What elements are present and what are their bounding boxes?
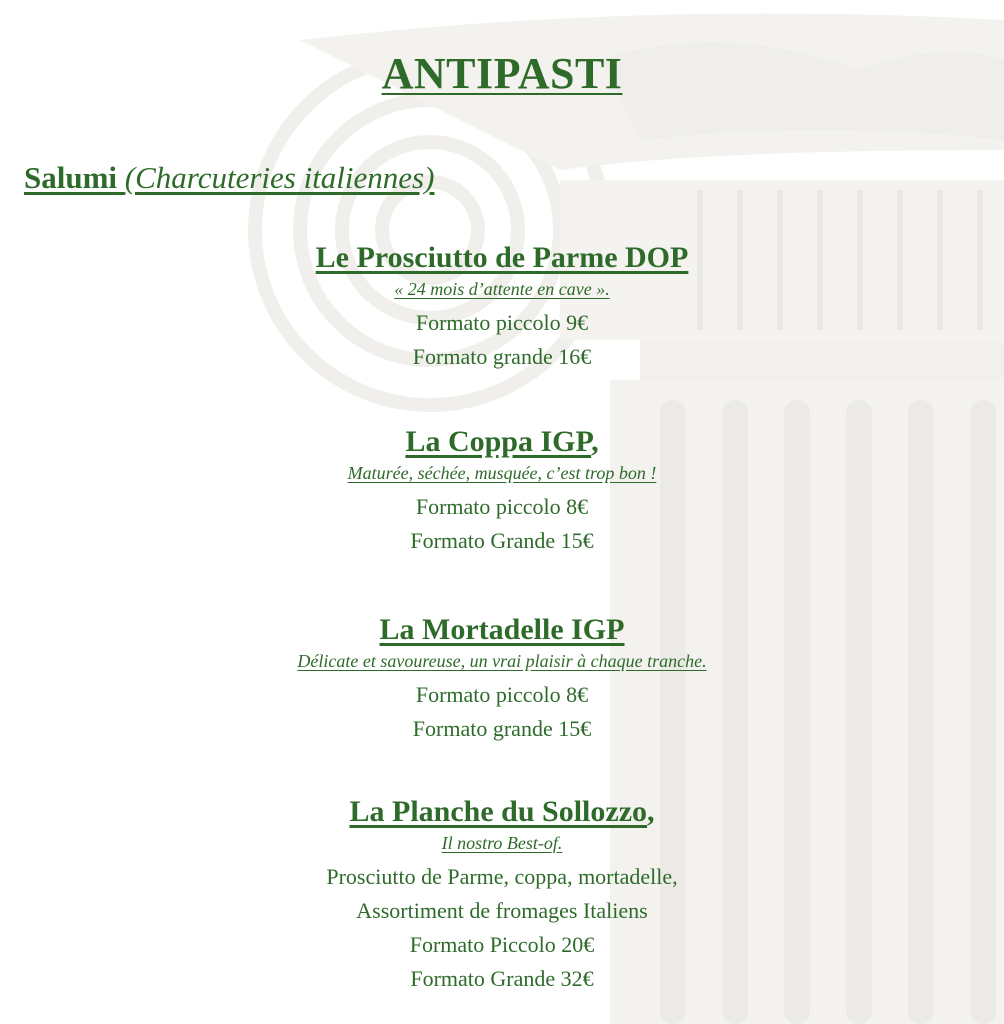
item-price-line: Formato piccolo 9€ (415, 310, 589, 335)
item-description: Il nostro Best-of. (441, 833, 563, 853)
item-price-line: Formato piccolo 8€ (415, 682, 589, 707)
item-name: La Planche du Sollozzo (349, 795, 648, 828)
section-subtitle: (Charcuteries italiennes) (124, 160, 435, 195)
item-price-line: Formato grande 16€ (412, 344, 592, 369)
menu-item-mortadelle (0, 612, 1004, 746)
menu-item-coppa (0, 424, 1004, 558)
menu-item-prosciutto (0, 240, 1004, 374)
item-price-line: Formato grande 15€ (412, 716, 592, 741)
item-price-line: Formato Grande 32€ (410, 966, 594, 991)
section-name: Salumi (24, 160, 118, 195)
item-price-line: Formato Grande 15€ (410, 528, 594, 553)
item-name-suffix: , (647, 795, 655, 828)
item-name: La Coppa IGP (405, 425, 592, 458)
page-title: ANTIPASTI (381, 49, 623, 98)
item-detail-line: Prosciutto de Parme, coppa, mortadelle, (326, 864, 678, 889)
item-description: Délicate et savoureuse, un vrai plaisir à chaque tranche. (297, 651, 707, 671)
item-name-suffix: , (591, 425, 599, 458)
item-name: Le Prosciutto de Parme DOP (315, 241, 689, 274)
menu-item-planche (0, 794, 1004, 996)
item-description: Maturée, séchée, musquée, c’est trop bon ! (347, 463, 657, 483)
item-price-line: Formato piccolo 8€ (415, 494, 589, 519)
item-price-line: Formato Piccolo 20€ (409, 932, 595, 957)
item-name: La Mortadelle IGP (379, 613, 625, 646)
item-detail-line: Assortiment de fromages Italiens (356, 898, 648, 923)
section-heading (24, 160, 434, 196)
item-description: « 24 mois d’attente en cave ». (394, 279, 610, 299)
